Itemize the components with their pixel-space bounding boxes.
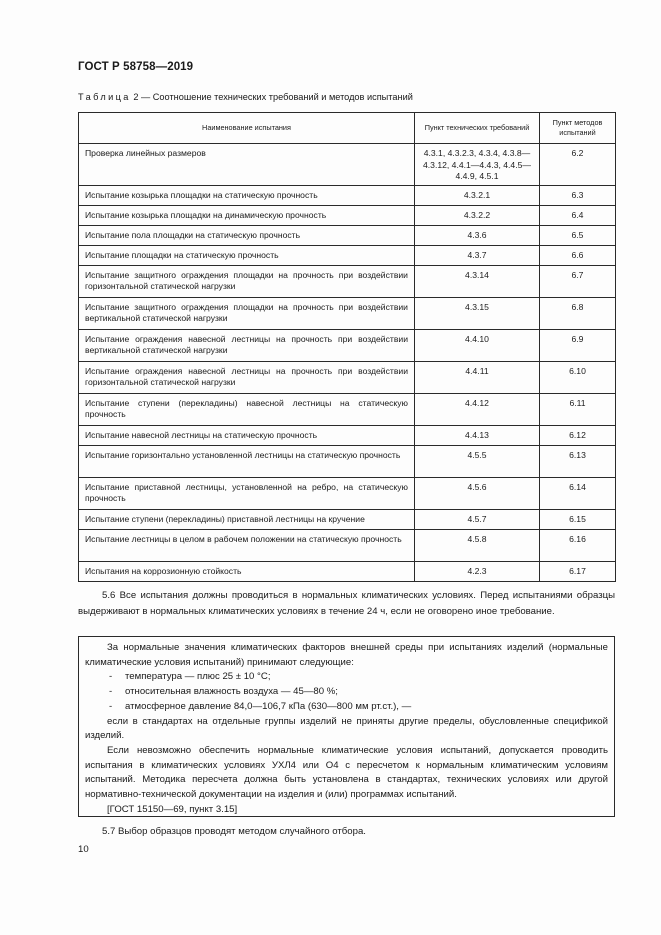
cell-method-clause: 6.13 bbox=[540, 445, 616, 477]
list-item-text: атмосферное давление 84,0—106,7 кПа (630—800 мм рт.ст.), — bbox=[125, 700, 412, 712]
cell-test-name: Испытание горизонтально установленной лестницы на статическую прочность bbox=[79, 445, 415, 477]
cell-test-name: Испытание ступени (перекладины) приставной лестницы на кручение bbox=[79, 509, 415, 529]
cell-method-clause: 6.12 bbox=[540, 425, 616, 445]
cell-test-name: Проверка линейных размеров bbox=[79, 144, 415, 186]
cell-test-name: Испытание площадки на статическую прочность bbox=[79, 245, 415, 265]
table-row bbox=[79, 361, 616, 393]
list-item-text: относительная влажность воздуха — 45—80 %; bbox=[125, 686, 338, 698]
cell-test-name: Испытание ступени (перекладины) навесной лестницы на статическую прочность bbox=[79, 393, 415, 425]
box-intro-paragraph: За нормальные значения климатических факторов внешней среды при испытаниях изделий (нормальные климатические условия испытаний) принимают следующие: bbox=[85, 642, 608, 668]
table-caption-label: Таблица bbox=[78, 92, 131, 102]
table-row bbox=[79, 425, 616, 445]
box-continuation-paragraph: если в стандартах на отдельные группы изделий не приняты другие пределы, обусловленные спецификой изделий. bbox=[85, 715, 608, 742]
cell-tech-clause: 4.5.7 bbox=[415, 509, 540, 529]
list-dash: - bbox=[109, 686, 113, 698]
cell-method-clause: 6.6 bbox=[540, 245, 616, 265]
table-row bbox=[79, 225, 616, 245]
list-dash: - bbox=[109, 700, 113, 712]
quoted-standard-box bbox=[78, 636, 615, 817]
table-header-row bbox=[79, 113, 616, 144]
column-header-tech-requirements: Пункт технических требований bbox=[415, 113, 540, 144]
cell-tech-clause: 4.4.10 bbox=[415, 329, 540, 361]
requirements-table bbox=[78, 112, 616, 582]
cell-test-name: Испытание пола площадки на статическую прочность bbox=[79, 225, 415, 245]
table-row bbox=[79, 445, 616, 477]
table-caption bbox=[78, 92, 413, 102]
cell-tech-clause: 4.4.11 bbox=[415, 361, 540, 393]
cell-method-clause: 6.5 bbox=[540, 225, 616, 245]
cell-tech-clause: 4.2.3 bbox=[415, 561, 540, 581]
cell-test-name: Испытание ограждения навесной лестницы на прочность при воздействии горизонтальной статической нагрузки bbox=[79, 361, 415, 393]
table-row bbox=[79, 205, 616, 225]
table-row bbox=[79, 529, 616, 561]
cell-method-clause: 6.14 bbox=[540, 477, 616, 509]
cell-method-clause: 6.11 bbox=[540, 393, 616, 425]
table-row bbox=[79, 477, 616, 509]
table-row bbox=[79, 297, 616, 329]
box-reference: [ГОСТ 15150—69, пункт 3.15] bbox=[107, 803, 238, 815]
table-row bbox=[79, 509, 616, 529]
cell-tech-clause: 4.5.8 bbox=[415, 529, 540, 561]
cell-method-clause: 6.8 bbox=[540, 297, 616, 329]
cell-test-name: Испытание козырька площадки на статическую прочность bbox=[79, 185, 415, 205]
list-item bbox=[85, 670, 608, 685]
cell-test-name: Испытание приставной лестницы, установленной на ребро, на статическую прочность bbox=[79, 477, 415, 509]
cell-tech-clause: 4.5.5 bbox=[415, 445, 540, 477]
cell-tech-clause: 4.3.14 bbox=[415, 265, 540, 297]
box-second-paragraph: Если невозможно обеспечить нормальные климатические условия испытаний, допускается проводить испытания в климатических условиях УХЛ4 или О4 с пересчетом к нормальным климатическим условиям испытаний. Методика пересчета должна быть установлена в стандартах, технических условиях или другой нормативно-технической документации на изделия и (или) программах испытаний. bbox=[85, 744, 608, 801]
table-caption-text: 2 — Соотношение технических требований и методов испытаний bbox=[133, 92, 413, 102]
cell-method-clause: 6.3 bbox=[540, 185, 616, 205]
cell-method-clause: 6.2 bbox=[540, 144, 616, 186]
clause-5-6 bbox=[78, 588, 615, 620]
cell-tech-clause: 4.3.2.1 bbox=[415, 185, 540, 205]
cell-method-clause: 6.4 bbox=[540, 205, 616, 225]
cell-test-name: Испытание защитного ограждения площадки на прочность при воздействии вертикальной статической нагрузки bbox=[79, 297, 415, 329]
cell-test-name: Испытание навесной лестницы на статическую прочность bbox=[79, 425, 415, 445]
cell-method-clause: 6.10 bbox=[540, 361, 616, 393]
clause-5-7: 5.7 Выбор образцов проводят методом случайного отбора. bbox=[102, 826, 366, 837]
cell-method-clause: 6.16 bbox=[540, 529, 616, 561]
cell-tech-clause: 4.4.13 bbox=[415, 425, 540, 445]
cell-test-name: Испытание лестницы в целом в рабочем положении на статическую прочность bbox=[79, 529, 415, 561]
table-row bbox=[79, 245, 616, 265]
list-item bbox=[85, 700, 608, 715]
column-header-test-methods: Пункт методов испытаний bbox=[540, 113, 616, 144]
cell-tech-clause: 4.4.12 bbox=[415, 393, 540, 425]
cell-tech-clause: 4.3.2.2 bbox=[415, 205, 540, 225]
list-dash: - bbox=[109, 671, 113, 683]
table-row bbox=[79, 144, 616, 186]
cell-tech-clause: 4.3.15 bbox=[415, 297, 540, 329]
cell-test-name: Испытание козырька площадки на динамическую прочность bbox=[79, 205, 415, 225]
cell-tech-clause: 4.3.7 bbox=[415, 245, 540, 265]
column-header-test-name: Наименование испытания bbox=[79, 113, 415, 144]
cell-test-name: Испытание ограждения навесной лестницы на прочность при воздействии вертикальной статической нагрузки bbox=[79, 329, 415, 361]
clause-5-6-text: 5.6 Все испытания должны проводиться в нормальных климатических условиях. Перед испытаниями образцы выдерживают в нормальных климатических условиях в течение 24 ч, если не оговорено иное требование. bbox=[78, 590, 615, 617]
cell-method-clause: 6.15 bbox=[540, 509, 616, 529]
table-row bbox=[79, 185, 616, 205]
cell-test-name: Испытания на коррозионную стойкость bbox=[79, 561, 415, 581]
list-item bbox=[85, 685, 608, 700]
cell-tech-clause: 4.3.1, 4.3.2.3, 4.3.4, 4.3.8—4.3.12, 4.4.1—4.4.3, 4.4.5—4.4.9, 4.5.1 bbox=[415, 144, 540, 186]
list-item-text: температура — плюс 25 ± 10 °С; bbox=[125, 671, 271, 683]
table-row bbox=[79, 265, 616, 297]
cell-test-name: Испытание защитного ограждения площадки на прочность при воздействии горизонтальной статической нагрузки bbox=[79, 265, 415, 297]
cell-tech-clause: 4.3.6 bbox=[415, 225, 540, 245]
cell-method-clause: 6.17 bbox=[540, 561, 616, 581]
cell-method-clause: 6.9 bbox=[540, 329, 616, 361]
table-row bbox=[79, 561, 616, 581]
standard-designation: ГОСТ Р 58758—2019 bbox=[78, 61, 194, 73]
cell-tech-clause: 4.5.6 bbox=[415, 477, 540, 509]
table-row bbox=[79, 329, 616, 361]
cell-method-clause: 6.7 bbox=[540, 265, 616, 297]
page-number: 10 bbox=[78, 844, 89, 855]
table-row bbox=[79, 393, 616, 425]
